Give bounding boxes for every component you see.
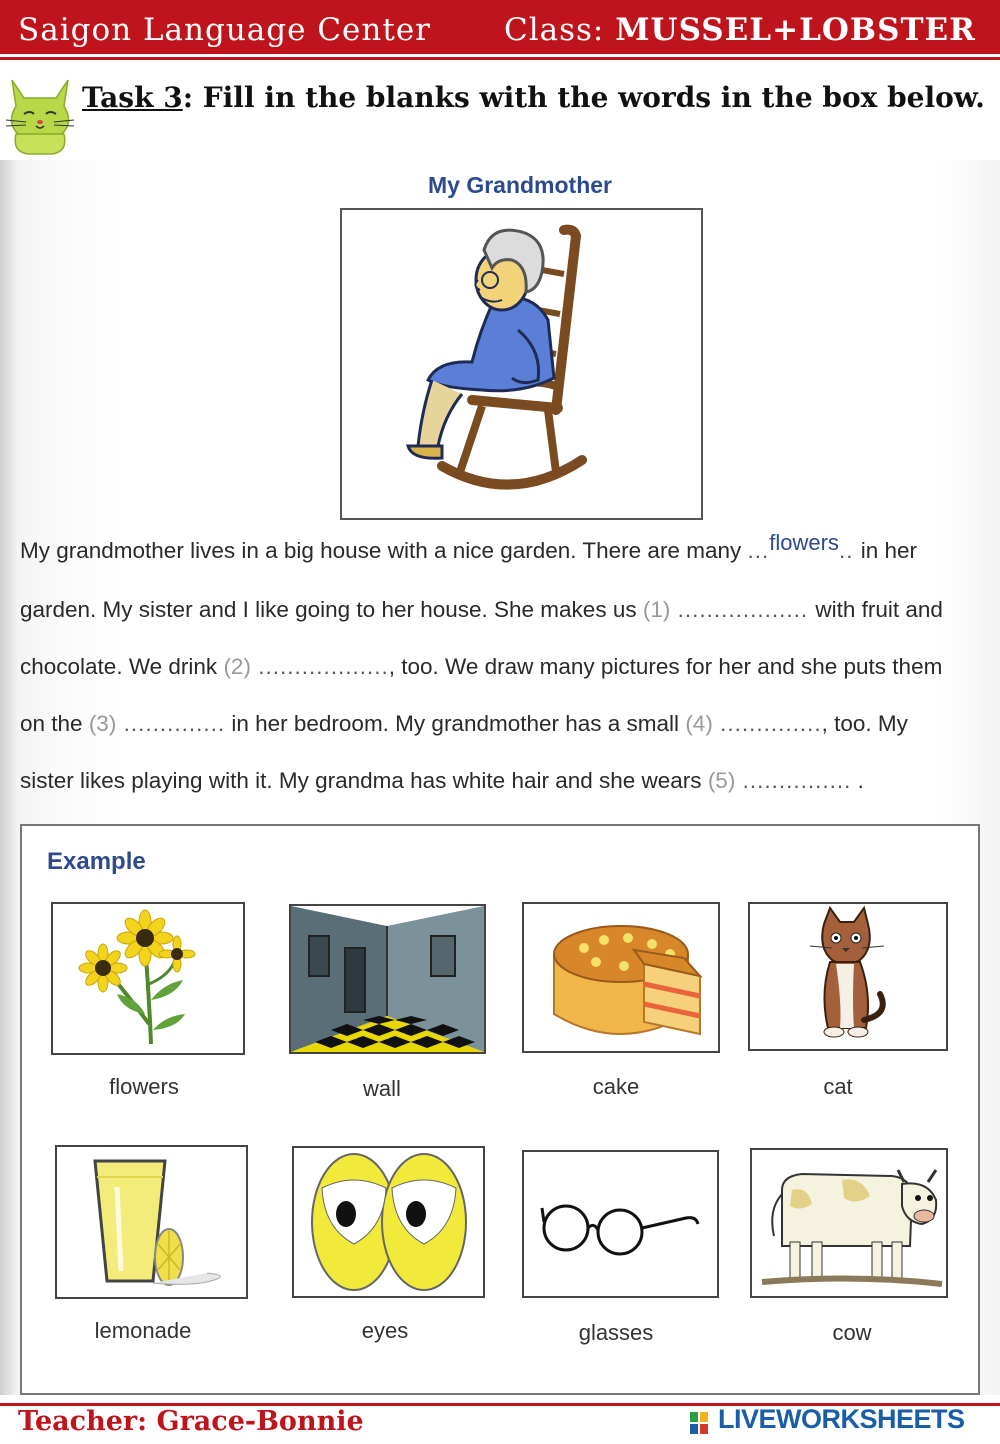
story-line-2: [20, 597, 980, 623]
cake-picture: [522, 902, 720, 1053]
sunflower-icon: [53, 904, 243, 1053]
story-text: sister likes playing with it. My grandma has white hair and she wears: [20, 768, 708, 793]
story-title: My Grandmother: [427, 172, 613, 198]
story-line-4: [20, 711, 980, 737]
blank-number-5: (5): [707, 768, 736, 793]
story-text: in her: [860, 538, 917, 563]
lemonade-glass-icon: [57, 1147, 246, 1297]
room-wall-icon: [291, 906, 484, 1052]
teacher-name: Teacher: Grace-Bonnie: [18, 1406, 364, 1437]
story-text: in her bedroom. My grandmother has a small: [225, 711, 686, 736]
class-label: [504, 12, 976, 48]
blank-number-4: (4): [685, 711, 713, 736]
cow-picture: [750, 1148, 948, 1298]
blank-example-tail: ..: [838, 538, 861, 563]
story-text: with fruit and: [815, 597, 943, 622]
word-eyes: eyes: [361, 1318, 409, 1343]
word-glasses: glasses: [578, 1320, 654, 1345]
story-text: , too. We draw many pictures for her and she puts them: [388, 654, 943, 679]
story-text: chocolate. We drink: [20, 654, 224, 679]
word-cake: cake: [592, 1074, 640, 1099]
blank-number-2: (2): [223, 654, 251, 679]
task-row: [0, 66, 1000, 160]
story-line-1: [20, 530, 980, 564]
word-cow: cow: [832, 1320, 872, 1345]
word-wall: wall: [363, 1076, 401, 1101]
story-text: garden. My sister and I like going to her house. She makes us: [20, 597, 643, 622]
word-cat: cat: [823, 1074, 853, 1099]
center-name: Saigon Language Center: [18, 12, 431, 48]
wall-picture: [289, 904, 486, 1054]
cake-icon: [524, 904, 718, 1051]
blank-example: ...: [747, 538, 770, 563]
lemonade-picture: [55, 1145, 248, 1299]
blank-2[interactable]: ..................: [250, 654, 389, 679]
flowers-picture: [51, 902, 245, 1055]
blank-4[interactable]: ..............: [712, 711, 822, 736]
story-text: , too. My: [821, 711, 908, 736]
example-answer: flowers: [769, 530, 839, 555]
word-flowers: flowers: [109, 1074, 179, 1099]
story-text: on the: [20, 711, 89, 736]
blank-3[interactable]: ..............: [116, 711, 226, 736]
story-text: .: [851, 768, 864, 793]
task-label: Task 3: [82, 81, 183, 114]
glasses-icon: [524, 1152, 717, 1296]
story-line-3: [20, 654, 980, 680]
cat-mascot-icon: [2, 72, 78, 156]
blank-5[interactable]: ...............: [735, 768, 852, 793]
glasses-picture: [522, 1150, 719, 1298]
blank-number-1: (1): [642, 597, 671, 622]
story-line-5: [20, 768, 980, 794]
header: [0, 0, 1000, 62]
task-instruction-text: : Fill in the blanks with the words in the box below.: [182, 81, 985, 114]
blank-number-3: (3): [88, 711, 117, 736]
grandmother-picture: [340, 208, 703, 520]
eyes-icon: [294, 1148, 483, 1296]
eyes-picture: [292, 1146, 485, 1298]
liveworksheets-brand[interactable]: LIVEWORKSHEETS: [718, 1404, 965, 1434]
cat-picture: [748, 902, 948, 1051]
class-prefix: Class:: [504, 12, 616, 48]
story-text: My grandmother lives in a big house with a nice garden. There are many: [20, 538, 748, 563]
word-lemonade: lemonade: [94, 1318, 192, 1343]
grandmother-rocking-chair-icon: [342, 210, 701, 518]
class-name: MUSSEL+LOBSTER: [615, 12, 976, 48]
cow-icon: [752, 1150, 946, 1296]
example-label: Example: [47, 848, 146, 875]
blank-1[interactable]: ..................: [670, 597, 816, 622]
header-underline: [0, 57, 1000, 60]
cat-icon: [750, 904, 946, 1049]
task-instruction: [82, 78, 987, 118]
